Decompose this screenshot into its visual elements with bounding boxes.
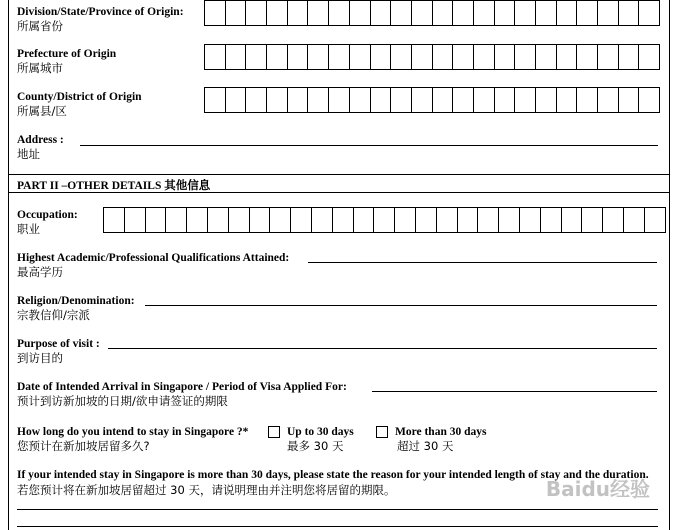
prefecture-label-zh: 所属城市 [17, 61, 63, 75]
stay-label-zh: 您预计在新加坡居留多久? [17, 439, 150, 453]
occupation-input-boxes[interactable] [103, 207, 666, 233]
religion-label-zh: 宗教信仰/宗派 [17, 308, 90, 322]
county-input-boxes[interactable] [204, 87, 660, 113]
purpose-label-zh: 到访目的 [17, 351, 63, 365]
reason-instruction-zh: 若您预计将在新加坡居留超过 30 天，请说明理由并注明您将居留的期限。 [17, 483, 396, 497]
occupation-label-zh: 职业 [17, 222, 40, 236]
more-than-30-days-label: More than 30 days [395, 426, 487, 438]
up-to-30-days-label: Up to 30 days [287, 426, 354, 438]
up-to-30-days-label-zh: 最多 30 天 [287, 439, 344, 453]
stay-label: How long do you intend to stay in Singapore ?* [17, 426, 249, 438]
section-header [8, 174, 670, 193]
watermark-text: Baidu经验 [545, 477, 650, 501]
purpose-label: Purpose of visit : [17, 338, 100, 350]
county-label: County/District of Origin [17, 91, 142, 103]
county-label-zh: 所属县/区 [17, 104, 67, 118]
religion-label: Religion/Denomination: [17, 295, 135, 307]
division-input-boxes[interactable] [204, 0, 660, 26]
division-label-zh: 所属省份 [17, 19, 63, 33]
more-than-30-days-label-zh: 超过 30 天 [397, 439, 454, 453]
qualifications-label: Highest Academic/Professional Qualifications Attained: [17, 252, 290, 264]
reason-input-line-2[interactable] [17, 526, 658, 527]
arrival-input-line[interactable] [372, 391, 657, 392]
watermark-logo [546, 473, 650, 502]
section-title: PART II –OTHER DETAILS 其他信息 [17, 180, 211, 192]
prefecture-input-boxes[interactable] [204, 44, 660, 70]
more-than-30-days-checkbox[interactable] [376, 426, 388, 438]
religion-input-line[interactable] [145, 305, 657, 306]
qualifications-label-zh: 最高学历 [17, 265, 63, 279]
address-label: Address : [17, 134, 64, 146]
occupation-label: Occupation: [17, 209, 78, 221]
division-label: Division/State/Province of Origin: [17, 6, 184, 18]
qualifications-input-line[interactable] [308, 262, 657, 263]
reason-instruction-en: If your intended stay in Singapore is more than 30 days, please state the reason for your intended length of stay and the duration. [17, 469, 649, 481]
arrival-label: Date of Intended Arrival in Singapore / Period of Visa Applied For: [17, 381, 347, 393]
address-input-line[interactable] [80, 145, 658, 146]
arrival-label-zh: 预计到访新加坡的日期/欲申请签证的期限 [17, 394, 228, 408]
reason-input-line-1[interactable] [17, 509, 658, 510]
address-label-zh: 地址 [17, 147, 40, 161]
purpose-input-line[interactable] [108, 348, 657, 349]
up-to-30-days-checkbox[interactable] [268, 426, 280, 438]
prefecture-label: Prefecture of Origin [17, 48, 117, 60]
